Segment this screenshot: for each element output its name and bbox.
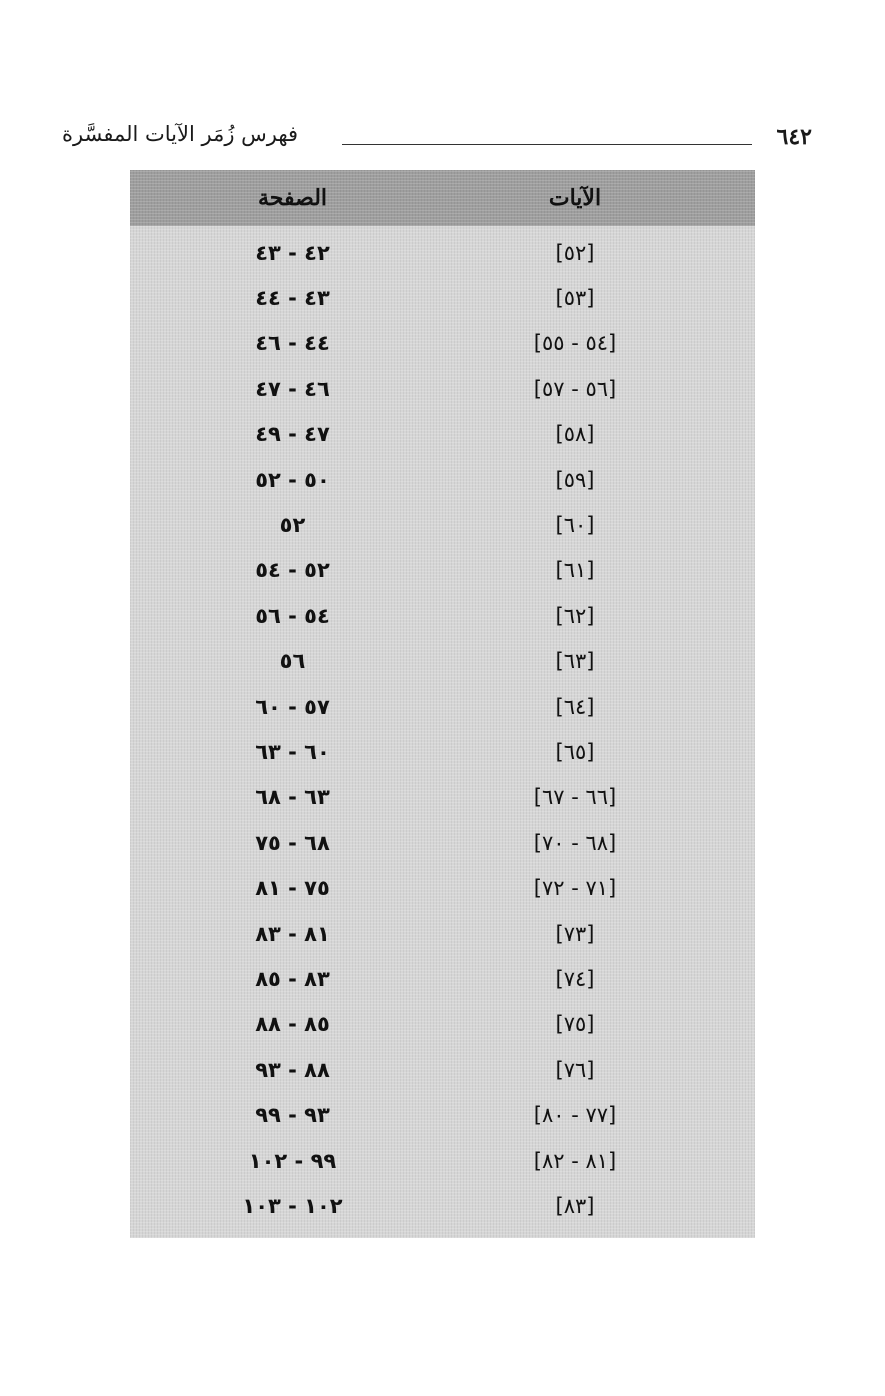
ayat-cell: [٨٣]: [555, 1193, 595, 1218]
page-cell: ٨٣ - ٨٥: [255, 966, 330, 991]
column-header-page: الصفحة: [257, 185, 328, 211]
ayat-cell: [٥٢]: [555, 240, 595, 265]
page-cell: ٥٢: [279, 513, 306, 538]
table-row: [130, 230, 755, 275]
index-table: [130, 170, 755, 1238]
page-cell: ٦٠ - ٦٣: [255, 739, 330, 764]
table-row: [130, 321, 755, 366]
table-row: [130, 502, 755, 547]
ayat-cell: [٨١ - ٨٢]: [533, 1148, 617, 1173]
table-row: [130, 865, 755, 910]
ayat-cell: [٦٨ - ٧٠]: [533, 830, 617, 855]
ayat-cell: [٦٠]: [555, 513, 595, 538]
table-row: [130, 366, 755, 411]
table-row: [130, 820, 755, 865]
table-row: [130, 548, 755, 593]
table-row: [130, 1092, 755, 1137]
ayat-cell: [٥٩]: [555, 467, 595, 492]
table-row: [130, 412, 755, 457]
page-cell: ٦٨ - ٧٥: [255, 830, 330, 855]
page-cell: ٨٥ - ٨٨: [255, 1012, 330, 1037]
ayat-cell: [٦١]: [555, 558, 595, 583]
page-cell: ٥٦: [279, 649, 306, 674]
page-cell: ٩٣ - ٩٩: [255, 1103, 330, 1128]
ayat-cell: [٦٣]: [555, 649, 595, 674]
table-row: [130, 1183, 755, 1228]
page-cell: ٤٦ - ٤٧: [255, 376, 330, 401]
page-cell: ٧٥ - ٨١: [255, 876, 330, 901]
table-row: [130, 911, 755, 956]
page-cell: ٤٤ - ٤٦: [255, 331, 330, 356]
ayat-cell: [٧٤]: [555, 966, 595, 991]
page-cell: ٤٣ - ٤٤: [255, 286, 330, 311]
running-title: فهرس زُمَر الآيات المفسَّرة: [62, 122, 299, 146]
ayat-cell: [٧١ - ٧٢]: [533, 876, 617, 901]
ayat-cell: [٦٤]: [555, 694, 595, 719]
table-row: [130, 1047, 755, 1092]
ayat-cell: [٥٤ - ٥٥]: [533, 331, 617, 356]
page-cell: ٤٧ - ٤٩: [255, 422, 330, 447]
table-row: [130, 457, 755, 502]
ayat-cell: [٦٢]: [555, 603, 595, 628]
page-cell: ٦٣ - ٦٨: [255, 785, 330, 810]
ayat-cell: [٥٣]: [555, 286, 595, 311]
table-row: [130, 684, 755, 729]
page-cell: ٥٠ - ٥٢: [255, 467, 330, 492]
table-row: [130, 593, 755, 638]
ayat-cell: [٦٦ - ٦٧]: [533, 785, 617, 810]
ayat-cell: [٧٣]: [555, 921, 595, 946]
page-cell: ٨١ - ٨٣: [255, 921, 330, 946]
ayat-cell: [٧٥]: [555, 1012, 595, 1037]
ayat-cell: [٥٨]: [555, 422, 595, 447]
page-number: ٦٤٢: [776, 124, 812, 150]
table-row: [130, 775, 755, 820]
ayat-cell: [٦٥]: [555, 739, 595, 764]
page-cell: ٤٢ - ٤٣: [255, 240, 330, 265]
page-cell: ٨٨ - ٩٣: [255, 1057, 330, 1082]
table-row: [130, 1138, 755, 1183]
table-row: [130, 729, 755, 774]
column-header-ayat: الآيات: [548, 185, 602, 211]
page-cell: ٥٤ - ٥٦: [255, 603, 330, 628]
table-header: [130, 170, 755, 226]
ayat-cell: [٧٧ - ٨٠]: [533, 1103, 617, 1128]
page-cell: ٥٢ - ٥٤: [255, 558, 330, 583]
table-row: [130, 956, 755, 1001]
table-row: [130, 275, 755, 320]
header-rule: [342, 144, 752, 145]
table-row: [130, 639, 755, 684]
table-body: [130, 226, 755, 1229]
ayat-cell: [٥٦ - ٥٧]: [533, 376, 617, 401]
ayat-cell: [٧٦]: [555, 1057, 595, 1082]
page-cell: ٩٩ - ١٠٢: [248, 1148, 337, 1173]
page-cell: ٥٧ - ٦٠: [255, 694, 330, 719]
page-cell: ١٠٢ - ١٠٣: [242, 1193, 343, 1218]
page-header: [60, 118, 820, 158]
table-row: [130, 1002, 755, 1047]
